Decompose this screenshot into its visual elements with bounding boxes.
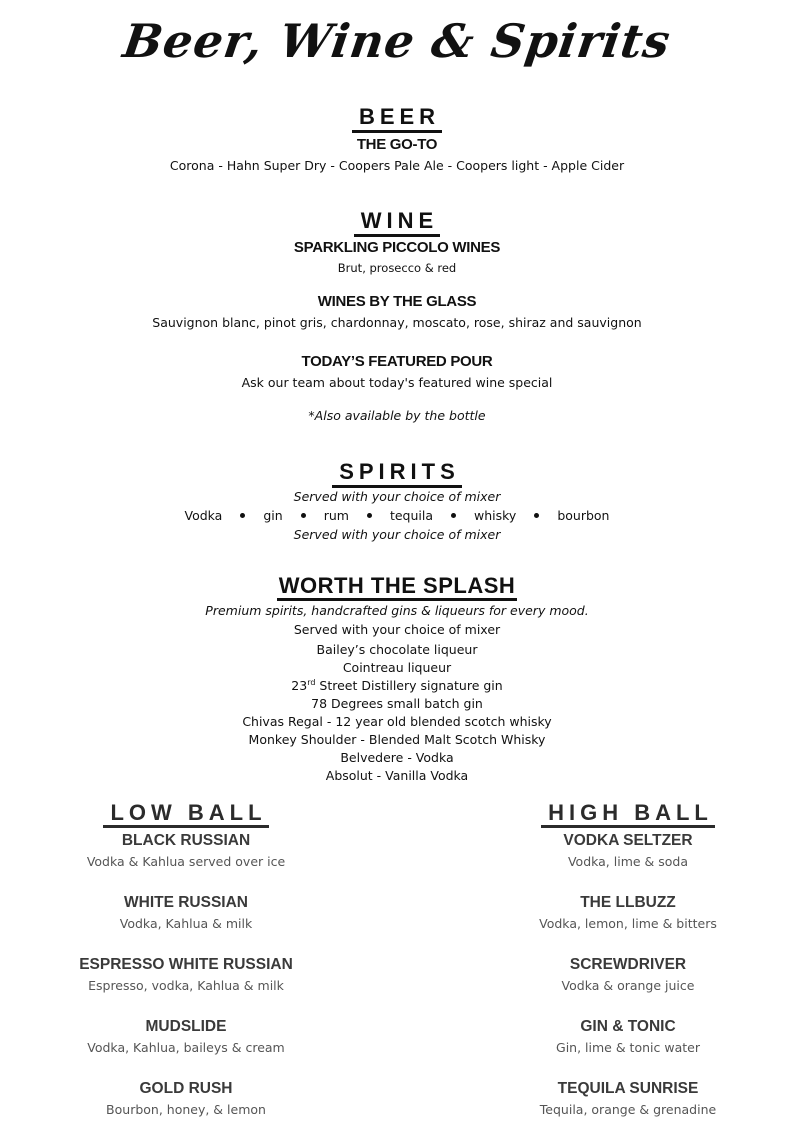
drink-desc: Vodka, Kahlua & milk [119, 916, 253, 931]
spirits-note-top: Served with your choice of mixer [293, 489, 501, 504]
drink-item [498, 832, 758, 890]
wine-group-name: TODAY’S FEATURED POUR [301, 353, 493, 370]
wine-group-name: SPARKLING PICCOLO WINES [293, 239, 501, 256]
low-ball-column [56, 800, 316, 1138]
splash-tagline: Premium spirits, handcrafted gins & liqueurs for every mood. [205, 603, 589, 618]
spirit-item: gin [263, 508, 283, 523]
drink-item [498, 956, 758, 1014]
bullet-icon [301, 513, 306, 518]
drink-desc: Vodka & orange juice [561, 978, 695, 993]
low-ball-heading: LOW BALL [56, 800, 316, 828]
spirit-item: rum [323, 508, 349, 523]
drink-name: MUDSLIDE [145, 1018, 227, 1035]
high-ball-column [498, 800, 758, 1138]
spirit-item: Vodka [184, 508, 223, 523]
spirit-item: whisky [474, 508, 517, 523]
drink-desc: Vodka, Kahlua, baileys & cream [87, 1040, 285, 1055]
drink-desc: Bourbon, honey, & lemon [106, 1102, 266, 1117]
drink-item [56, 956, 316, 1014]
bullet-icon [451, 513, 456, 518]
drink-desc: Gin, lime & tonic water [556, 1040, 700, 1055]
drink-desc: Vodka, lemon, lime & bitters [539, 916, 717, 931]
drink-item [498, 894, 758, 952]
spirits-list [0, 508, 794, 523]
drink-name: GOLD RUSH [139, 1080, 233, 1097]
wine-group-name: WINES BY THE GLASS [317, 293, 477, 310]
wine-group-desc: Sauvignon blanc, pinot gris, chardonnay, moscato, rose, shiraz and sauvignon [152, 315, 642, 330]
spirit-item: tequila [389, 508, 433, 523]
drink-name: BLACK RUSSIAN [121, 832, 251, 849]
beer-subheading: THE GO-TO [356, 136, 438, 153]
drink-name: TEQUILA SUNRISE [557, 1080, 699, 1097]
beer-heading: BEER [0, 104, 794, 130]
bullet-icon [367, 513, 372, 518]
wine-group-desc: Ask our team about today's featured wine special [241, 375, 553, 390]
splash-item: 23rd Street Distillery signature gin [291, 678, 503, 694]
splash-item: Chivas Regal - 12 year old blended scotch whisky [242, 714, 552, 729]
drink-name: WHITE RUSSIAN [124, 894, 248, 911]
wine-heading: WINE [0, 208, 794, 234]
page-title: Beer, Wine & Spirits [119, 14, 675, 68]
splash-item: Bailey’s chocolate liqueur [316, 642, 478, 657]
drink-item [56, 832, 316, 890]
drink-desc: Vodka & Kahlua served over ice [86, 854, 286, 869]
drink-name: GIN & TONIC [580, 1018, 676, 1035]
splash-item: Absolut - Vanilla Vodka [325, 768, 469, 783]
drink-name: SCREWDRIVER [569, 956, 687, 973]
drink-item [498, 1018, 758, 1076]
bullet-icon [240, 513, 245, 518]
splash-mixer: Served with your choice of mixer [293, 622, 501, 637]
drink-desc: Espresso, vodka, Kahlua & milk [88, 978, 284, 993]
bullet-icon [534, 513, 539, 518]
wine-note: *Also available by the bottle [308, 408, 486, 423]
drink-item [498, 1080, 758, 1138]
wine-group-desc: Brut, prosecco & red [337, 261, 457, 275]
drink-name: THE LLBUZZ [580, 894, 676, 911]
high-ball-heading: HIGH BALL [498, 800, 758, 828]
spirits-heading: SPIRITS [0, 459, 794, 485]
splash-item: Belvedere - Vodka [340, 750, 454, 765]
drink-item [56, 894, 316, 952]
spirit-item: bourbon [557, 508, 610, 523]
splash-item: Cointreau liqueur [342, 660, 452, 675]
beer-items: Corona - Hahn Super Dry - Coopers Pale Ale - Coopers light - Apple Cider [169, 158, 625, 173]
splash-item: Monkey Shoulder - Blended Malt Scotch Whisky [248, 732, 546, 747]
spirits-note-bottom: Served with your choice of mixer [293, 527, 501, 542]
splash-item: 78 Degrees small batch gin [311, 696, 483, 711]
drink-item [56, 1018, 316, 1076]
drink-desc: Vodka, lime & soda [567, 854, 689, 869]
splash-heading: WORTH THE SPLASH [0, 573, 794, 599]
drink-name: ESPRESSO WHITE RUSSIAN [79, 956, 293, 973]
drink-name: VODKA SELTZER [563, 832, 693, 849]
drink-desc: Tequila, orange & grenadine [539, 1102, 717, 1117]
drink-item [56, 1080, 316, 1138]
